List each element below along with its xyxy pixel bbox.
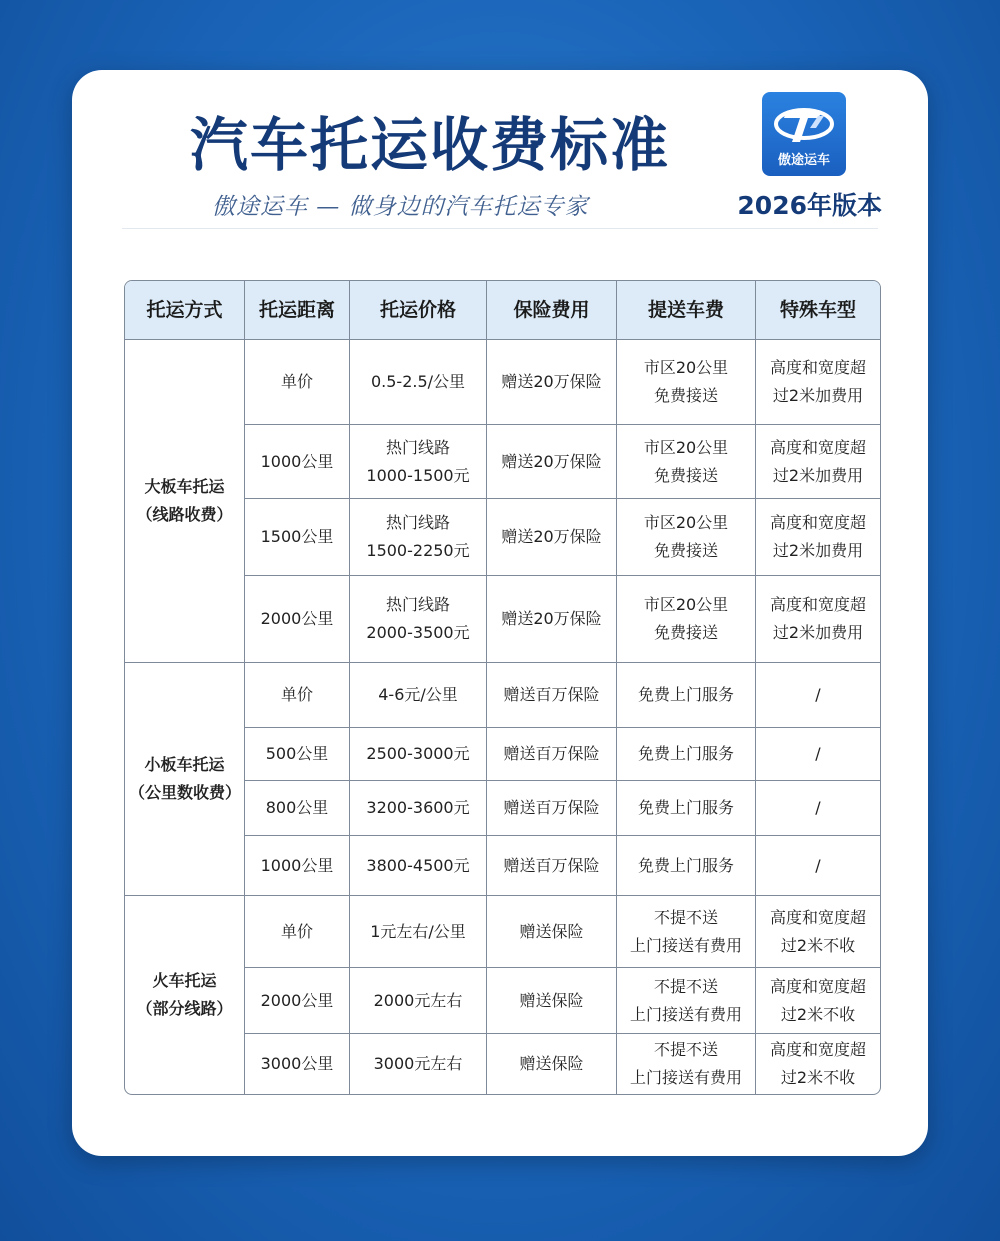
fee-table: [124, 280, 881, 1095]
price-text: 2500-3000元: [366, 744, 470, 763]
column-header: 提送车费: [617, 281, 756, 340]
delivery-text: 市区20公里: [643, 595, 729, 614]
price-cell: [350, 425, 487, 499]
distance-cell: 1000公里: [245, 425, 350, 499]
delivery-text: 免费上门服务: [637, 855, 734, 875]
price-cell: [350, 728, 487, 781]
price-text: 1000-1500元: [366, 465, 470, 485]
column-header: 托运距离: [245, 281, 350, 340]
special-vehicle-text: 过2米加费用: [772, 386, 864, 405]
special-vehicle-text: 过2米加费用: [772, 541, 864, 560]
price-text: 2000元左右: [373, 990, 463, 1010]
price-text: 1500-2250元: [366, 541, 470, 560]
delivery-text: 市区20公里: [643, 437, 729, 457]
version-label: 2026年版本: [737, 191, 882, 220]
distance-cell: 800公里: [245, 781, 350, 836]
delivery-text: 市区20公里: [643, 513, 729, 532]
delivery-text: 上门接送有费用: [629, 1004, 742, 1024]
shipping-mode-cell: [125, 340, 245, 663]
mode-label: （线路收费）: [136, 505, 233, 524]
delivery-cell: [617, 425, 756, 499]
special-vehicle-cell: [756, 836, 880, 896]
delivery-text: 上门接送有费用: [629, 935, 742, 955]
column-header: 托运方式: [125, 281, 245, 340]
price-cell: [350, 836, 487, 896]
column-header: 特殊车型: [756, 281, 880, 340]
delivery-text: 免费接送: [653, 465, 718, 485]
insurance-cell: 赠送20万保险: [487, 576, 617, 663]
special-vehicle-text: /: [815, 798, 821, 817]
price-cell: [350, 663, 487, 728]
logo-label: 傲途运车: [777, 153, 830, 168]
column-header: 保险费用: [487, 281, 617, 340]
price-text: 3000元左右: [373, 1054, 463, 1073]
special-vehicle-cell: [756, 781, 880, 836]
special-vehicle-text: 过2米不收: [780, 1068, 856, 1087]
insurance-cell: 赠送20万保险: [487, 340, 617, 425]
special-vehicle-text: 过2米加费用: [772, 465, 864, 485]
price-text: 2000-3500元: [366, 623, 470, 642]
delivery-text: 免费上门服务: [637, 744, 734, 763]
insurance-cell: 赠送20万保险: [487, 425, 617, 499]
insurance-cell: 赠送保险: [487, 1034, 617, 1094]
delivery-text: 不提不送: [653, 976, 718, 996]
delivery-cell: [617, 728, 756, 781]
car-logo-icon: [772, 98, 836, 148]
mode-label: 大板车托运: [144, 477, 225, 496]
delivery-cell: [617, 1034, 756, 1094]
divider: [122, 228, 878, 229]
delivery-text: 不提不送: [653, 1040, 718, 1059]
price-cell: [350, 499, 487, 576]
special-vehicle-text: 高度和宽度超: [769, 907, 866, 927]
price-cell: [350, 340, 487, 425]
mode-label: （公里数收费）: [129, 783, 242, 802]
special-vehicle-cell: [756, 1034, 880, 1094]
table-row: [125, 663, 880, 728]
special-vehicle-cell: [756, 576, 880, 663]
price-cell: [350, 576, 487, 663]
special-vehicle-text: 高度和宽度超: [769, 513, 866, 532]
distance-cell: 单价: [245, 663, 350, 728]
special-vehicle-cell: [756, 425, 880, 499]
distance-cell: 2000公里: [245, 576, 350, 663]
price-cell: [350, 968, 487, 1034]
price-card: [72, 70, 928, 1156]
insurance-cell: 赠送保险: [487, 896, 617, 968]
delivery-text: 免费上门服务: [637, 685, 734, 704]
delivery-text: 不提不送: [653, 907, 718, 927]
special-vehicle-text: 过2米加费用: [772, 623, 864, 642]
mode-label: 火车托运: [152, 971, 217, 990]
delivery-cell: [617, 340, 756, 425]
distance-cell: 1000公里: [245, 836, 350, 896]
mode-label: 小板车托运: [144, 755, 225, 774]
special-vehicle-cell: [756, 499, 880, 576]
delivery-cell: [617, 576, 756, 663]
price-text: 热门线路: [385, 513, 450, 532]
distance-cell: 3000公里: [245, 1034, 350, 1094]
delivery-cell: [617, 781, 756, 836]
price-text: 1元左右/公里: [370, 921, 466, 941]
distance-cell: 1500公里: [245, 499, 350, 576]
delivery-cell: [617, 499, 756, 576]
special-vehicle-cell: [756, 728, 880, 781]
price-text: 热门线路: [385, 437, 450, 457]
delivery-cell: [617, 663, 756, 728]
delivery-cell: [617, 836, 756, 896]
special-vehicle-text: 高度和宽度超: [769, 437, 866, 457]
shipping-mode-cell: [125, 663, 245, 896]
column-header: 托运价格: [350, 281, 487, 340]
special-vehicle-cell: [756, 340, 880, 425]
special-vehicle-text: /: [815, 855, 821, 875]
delivery-cell: [617, 896, 756, 968]
price-text: 3800-4500元: [366, 855, 470, 875]
shipping-mode-cell: [125, 896, 245, 1094]
distance-cell: 500公里: [245, 728, 350, 781]
special-vehicle-text: /: [815, 685, 821, 704]
table-row: [125, 340, 880, 425]
special-vehicle-text: 高度和宽度超: [769, 976, 866, 996]
insurance-cell: 赠送百万保险: [487, 663, 617, 728]
special-vehicle-text: 高度和宽度超: [769, 595, 866, 614]
delivery-text: 免费上门服务: [637, 798, 734, 817]
distance-cell: 单价: [245, 340, 350, 425]
delivery-text: 免费接送: [653, 623, 718, 642]
distance-cell: 2000公里: [245, 968, 350, 1034]
special-vehicle-text: /: [815, 744, 821, 763]
insurance-cell: 赠送百万保险: [487, 728, 617, 781]
special-vehicle-text: 高度和宽度超: [769, 358, 866, 377]
delivery-text: 免费接送: [653, 541, 718, 560]
price-cell: [350, 781, 487, 836]
delivery-cell: [617, 968, 756, 1034]
delivery-text: 市区20公里: [643, 358, 729, 377]
special-vehicle-text: 高度和宽度超: [769, 1040, 866, 1059]
special-vehicle-text: 过2米不收: [780, 1004, 856, 1024]
insurance-cell: 赠送20万保险: [487, 499, 617, 576]
insurance-cell: 赠送百万保险: [487, 836, 617, 896]
page-title: 汽车托运收费标准: [189, 111, 670, 179]
price-text: 4-6元/公里: [378, 685, 458, 704]
table-header-row: [125, 281, 880, 340]
delivery-text: 上门接送有费用: [629, 1068, 742, 1087]
price-text: 3200-3600元: [366, 798, 470, 817]
table-row: [125, 896, 880, 968]
slogan: 傲途运车 — 做身边的汽车托运专家: [212, 194, 589, 220]
delivery-text: 免费接送: [653, 386, 718, 405]
insurance-cell: 赠送百万保险: [487, 781, 617, 836]
special-vehicle-text: 过2米不收: [780, 935, 856, 955]
price-cell: [350, 1034, 487, 1094]
special-vehicle-cell: [756, 896, 880, 968]
special-vehicle-cell: [756, 968, 880, 1034]
special-vehicle-cell: [756, 663, 880, 728]
brand-logo: [762, 92, 846, 176]
price-text: 0.5-2.5/公里: [370, 372, 466, 391]
price-cell: [350, 896, 487, 968]
mode-label: （部分线路）: [136, 999, 233, 1018]
insurance-cell: 赠送保险: [487, 968, 617, 1034]
price-text: 热门线路: [385, 595, 450, 614]
distance-cell: 单价: [245, 896, 350, 968]
